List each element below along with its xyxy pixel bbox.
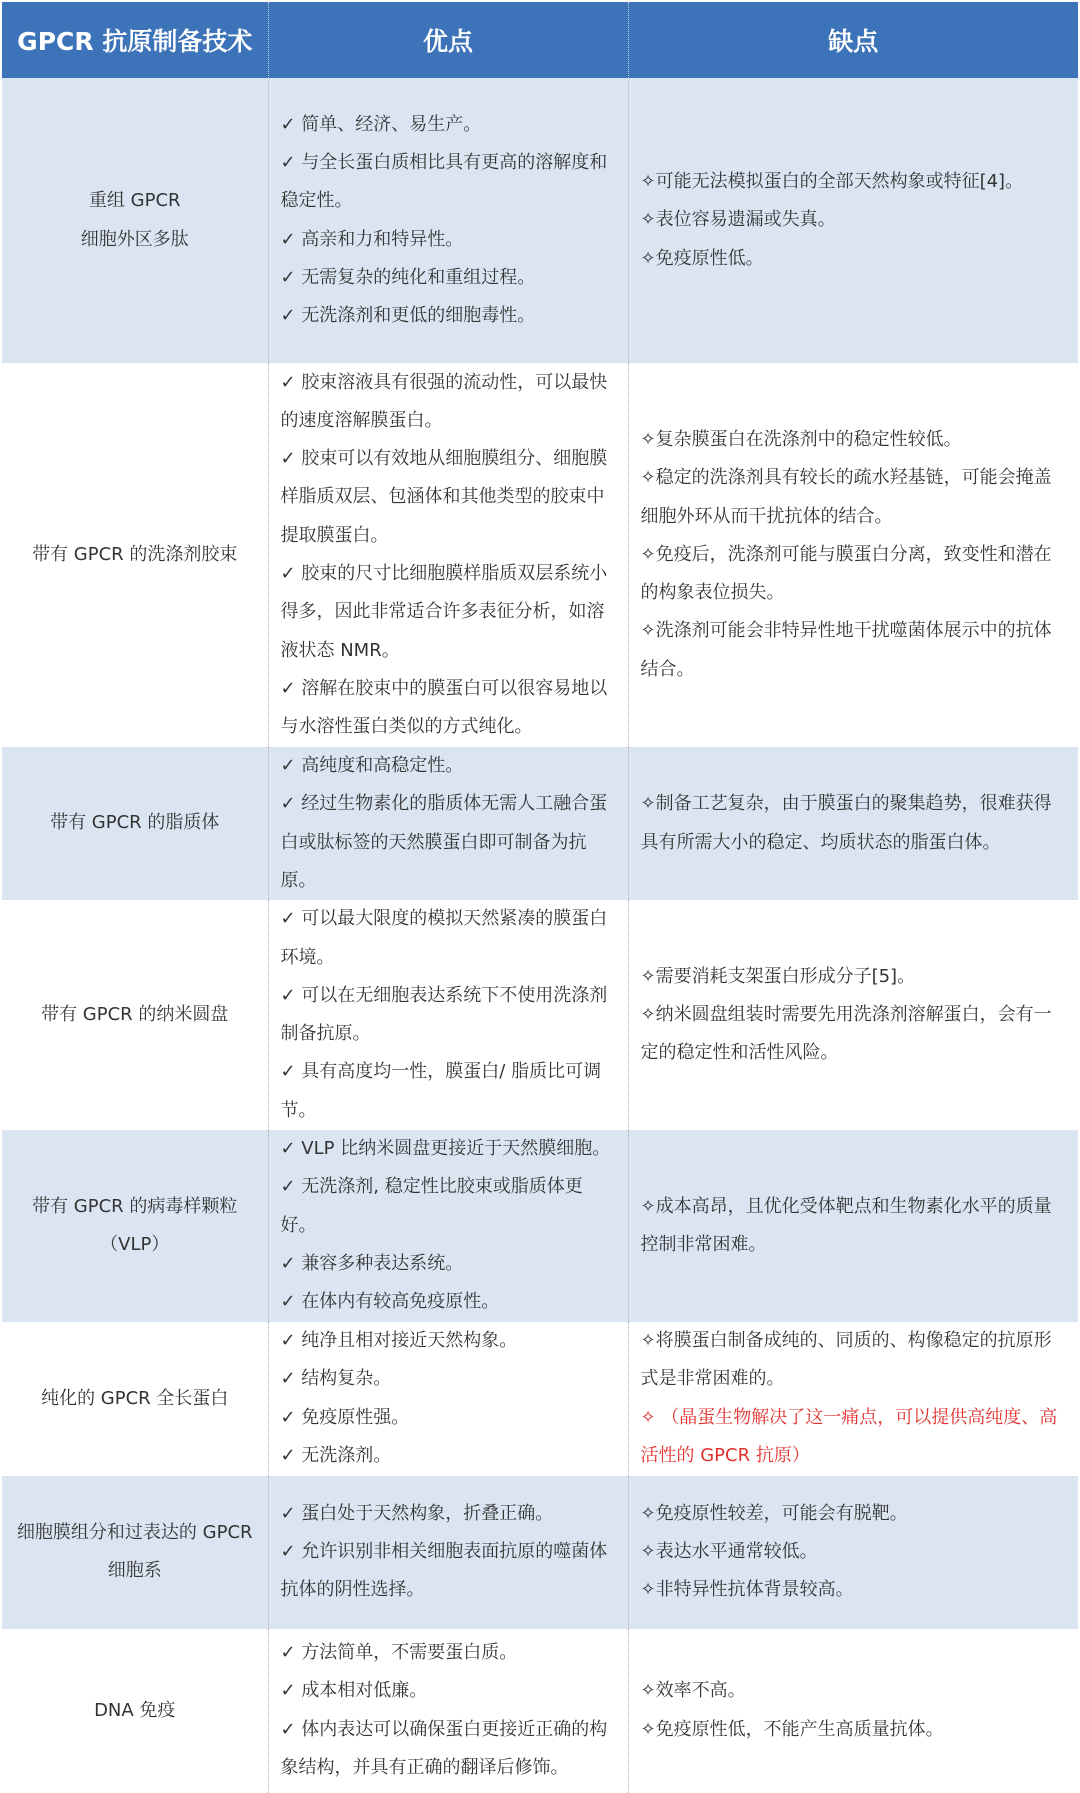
disadvantage-line: ✧需要消耗支架蛋白形成分子[5]。 <box>640 965 916 987</box>
gpcr-antigen-comparison-table <box>2 2 1078 1793</box>
advantage-line: ✓ 可以在无细胞表达系统下不使用洗涤剂 <box>280 984 608 1006</box>
disadvantage-line: ✧成本高昂，且优化受体靶点和生物素化水平的质量 <box>640 1195 1052 1217</box>
advantage-line: ✓ 体内表达可以确保蛋白更接近正确的构 <box>280 1718 608 1740</box>
disadvantage-line: ✧表达水平通常较低。 <box>640 1541 818 1563</box>
disadvantages-cell <box>628 747 1078 900</box>
table-row <box>2 1322 1078 1476</box>
advantage-line: 与水溶性蛋白类似的方式纯化。 <box>280 716 533 738</box>
advantage-line: ✓ 无需复杂的纯化和重组过程。 <box>280 266 536 288</box>
disadvantage-line: ✧效率不高。 <box>640 1680 746 1702</box>
disadvantage-line: ✧洗涤剂可能会非特异性地干扰噬菌体展示中的抗体 <box>640 620 1052 642</box>
advantages-cell <box>268 1476 628 1629</box>
technology-cell <box>2 363 268 747</box>
technology-cell <box>2 747 268 900</box>
disadvantage-line: ✧免疫后，洗涤剂可能与膜蛋白分离，致变性和潜在 <box>640 543 1052 565</box>
technology-cell <box>2 78 268 363</box>
disadvantage-line: 细胞外环从而干扰抗体的结合。 <box>640 505 893 527</box>
advantage-line: ✓ 蛋白处于天然构象，折叠正确。 <box>280 1502 554 1524</box>
disadvantage-line: 控制非常困难。 <box>640 1233 767 1255</box>
table-row <box>2 1130 1078 1321</box>
technology-text: 重组 GPCR <box>88 190 181 212</box>
technology-text: 带有 GPCR 的病毒样颗粒 <box>32 1195 238 1217</box>
advantage-line: 象结构，并具有正确的翻译后修饰。 <box>280 1756 569 1778</box>
advantage-line: ✓ 成本相对低廉。 <box>280 1680 428 1702</box>
disadvantage-line: ✧免疫原性低，不能产生高质量抗体。 <box>640 1718 944 1740</box>
advantages-cell <box>268 1629 628 1793</box>
disadvantages-cell <box>628 78 1078 363</box>
disadvantages-cell <box>628 1130 1078 1321</box>
advantage-line: ✓ 胶束的尺寸比细胞膜样脂质双层系统小 <box>280 563 608 584</box>
advantage-line: ✓ 纯净且相对接近天然构象。 <box>280 1330 518 1352</box>
table-row <box>2 1476 1078 1629</box>
advantage-line: ✓ 兼容多种表达系统。 <box>280 1253 464 1275</box>
advantage-line: 提取膜蛋白。 <box>280 524 389 546</box>
disadvantage-line: ✧免疫原性较差，可能会有脱靶。 <box>640 1502 908 1524</box>
advantage-line: 原。 <box>280 869 317 891</box>
advantage-line: ✓ 高亲和力和特异性。 <box>280 228 464 250</box>
advantage-line: ✓ 无洗涤剂和更低的细胞毒性。 <box>280 305 536 327</box>
advantage-line: 抗体的阴性选择。 <box>280 1579 425 1601</box>
advantage-line: 稳定性。 <box>280 190 353 212</box>
advantage-line: 环境。 <box>280 946 335 968</box>
disadvantages-cell <box>628 1322 1078 1476</box>
advantage-line: ✓ 允许识别非相关细胞表面抗原的噬菌体 <box>280 1541 608 1563</box>
technology-text: （VLP） <box>100 1233 170 1255</box>
advantage-line: 液状态 NMR。 <box>280 639 400 661</box>
advantage-line: ✓ 方法简单，不需要蛋白质。 <box>280 1642 518 1664</box>
advantage-line: 节。 <box>280 1099 317 1121</box>
disadvantage-line: ✧制备工艺复杂，由于膜蛋白的聚集趋势，很难获得 <box>640 793 1052 815</box>
advantage-line: 样脂质双层、包涵体和其他类型的胶束中 <box>280 486 605 508</box>
technology-cell <box>2 1629 268 1793</box>
header-technology: GPCR 抗原制备技术 <box>2 2 268 78</box>
advantage-line: ✓ 胶束溶液具有很强的流动性，可以最快 <box>280 371 608 393</box>
table-row <box>2 78 1078 363</box>
disadvantages-cell <box>628 363 1078 747</box>
disadvantage-line: ✧表位容易遗漏或失真。 <box>640 209 836 231</box>
advantages-cell <box>268 900 628 1130</box>
table-row <box>2 747 1078 900</box>
advantage-line: 的速度溶解膜蛋白。 <box>280 409 443 431</box>
disadvantage-line: 具有所需大小的稳定、均质状态的脂蛋白体。 <box>640 831 1001 853</box>
table-header-row <box>2 2 1078 78</box>
technology-text: 带有 GPCR 的洗涤剂胶束 <box>32 543 238 565</box>
advantage-line: ✓ 胶束可以有效地从细胞膜组分、细胞膜 <box>280 448 608 470</box>
advantage-line: ✓ 免疫原性强。 <box>280 1406 410 1428</box>
technology-cell <box>2 1130 268 1321</box>
advantage-line: ✓ 溶解在胶束中的膜蛋白可以很容易地以 <box>280 677 608 699</box>
disadvantages-cell <box>628 900 1078 1130</box>
highlight-note: ✧ （晶蛋生物解决了这一痛点，可以提供高纯度、高 <box>640 1406 1058 1428</box>
disadvantage-line: ✧稳定的洗涤剂具有较长的疏水羟基链，可能会掩盖 <box>640 467 1052 489</box>
technology-text: 细胞系 <box>107 1560 162 1582</box>
header-advantages: 优点 <box>268 2 628 78</box>
disadvantage-line: 结合。 <box>640 658 695 680</box>
technology-text: 带有 GPCR 的脂质体 <box>50 812 220 834</box>
disadvantage-line: ✧将膜蛋白制备成纯的、同质的、构像稳定的抗原形 <box>640 1330 1052 1352</box>
technology-text: 细胞膜组分和过表达的 GPCR <box>16 1521 253 1543</box>
technology-cell <box>2 1322 268 1476</box>
advantages-cell <box>268 1130 628 1321</box>
advantage-line: ✓ 在体内有较高免疫原性。 <box>280 1291 500 1313</box>
disadvantage-line: 定的稳定性和活性风险。 <box>640 1042 839 1064</box>
advantage-line: ✓ 简单、经济、易生产。 <box>280 113 482 135</box>
technology-text: 细胞外区多肽 <box>80 228 189 250</box>
disadvantage-line: ✧免疫原性低。 <box>640 247 764 269</box>
technology-cell <box>2 900 268 1130</box>
disadvantages-cell <box>628 1476 1078 1629</box>
advantages-cell <box>268 747 628 900</box>
advantages-cell <box>268 1322 628 1476</box>
highlight-note: 活性的 GPCR 抗原） <box>640 1444 810 1466</box>
advantage-line: 得多，因此非常适合许多表征分析，如溶 <box>280 601 605 623</box>
advantage-line: 制备抗原。 <box>280 1023 371 1045</box>
advantage-line: ✓ 与全长蛋白质相比具有更高的溶解度和 <box>280 151 608 173</box>
advantage-line: ✓ 可以最大限度的模拟天然紧凑的膜蛋白 <box>280 908 608 930</box>
disadvantage-line: 的构象表位损失。 <box>640 582 785 604</box>
table-row <box>2 1629 1078 1793</box>
advantage-line: ✓ VLP 比纳米圆盘更接近于天然膜细胞。 <box>280 1138 611 1160</box>
advantage-line: ✓ 经过生物素化的脂质体无需人工融合蛋 <box>280 793 608 815</box>
table-row <box>2 363 1078 747</box>
advantage-line: ✓ 高纯度和高稳定性。 <box>280 755 464 776</box>
disadvantage-line: ✧非特异性抗体背景较高。 <box>640 1579 854 1601</box>
disadvantage-line: 式是非常困难的。 <box>640 1368 785 1390</box>
disadvantage-line: ✧复杂膜蛋白在洗涤剂中的稳定性较低。 <box>640 428 962 450</box>
advantage-line: ✓ 无洗涤剂, 稳定性比胶束或脂质体更好。 <box>280 1176 583 1236</box>
advantage-line: ✓ 具有高度均一性，膜蛋白/ 脂质比可调 <box>280 1061 602 1083</box>
disadvantage-line: ✧可能无法模拟蛋白的全部天然构象或特征[4]。 <box>640 171 1024 193</box>
header-disadvantages: 缺点 <box>628 2 1078 78</box>
technology-cell <box>2 1476 268 1629</box>
disadvantages-cell <box>628 1629 1078 1793</box>
advantage-line: 白或肽标签的天然膜蛋白即可制备为抗 <box>280 831 587 853</box>
disadvantage-line: ✧纳米圆盘组装时需要先用洗涤剂溶解蛋白，会有一 <box>640 1004 1052 1026</box>
advantage-line: ✓ 无洗涤剂。 <box>280 1444 392 1466</box>
table-row <box>2 900 1078 1130</box>
comparison-table-wrapper <box>2 2 1078 1793</box>
advantages-cell <box>268 78 628 363</box>
advantage-line: ✓ 结构复杂。 <box>280 1368 392 1390</box>
technology-text: 带有 GPCR 的纳米圆盘 <box>41 1004 229 1026</box>
technology-text: DNA 免疫 <box>94 1699 176 1721</box>
advantages-cell <box>268 363 628 747</box>
technology-text: 纯化的 GPCR 全长蛋白 <box>41 1387 229 1409</box>
